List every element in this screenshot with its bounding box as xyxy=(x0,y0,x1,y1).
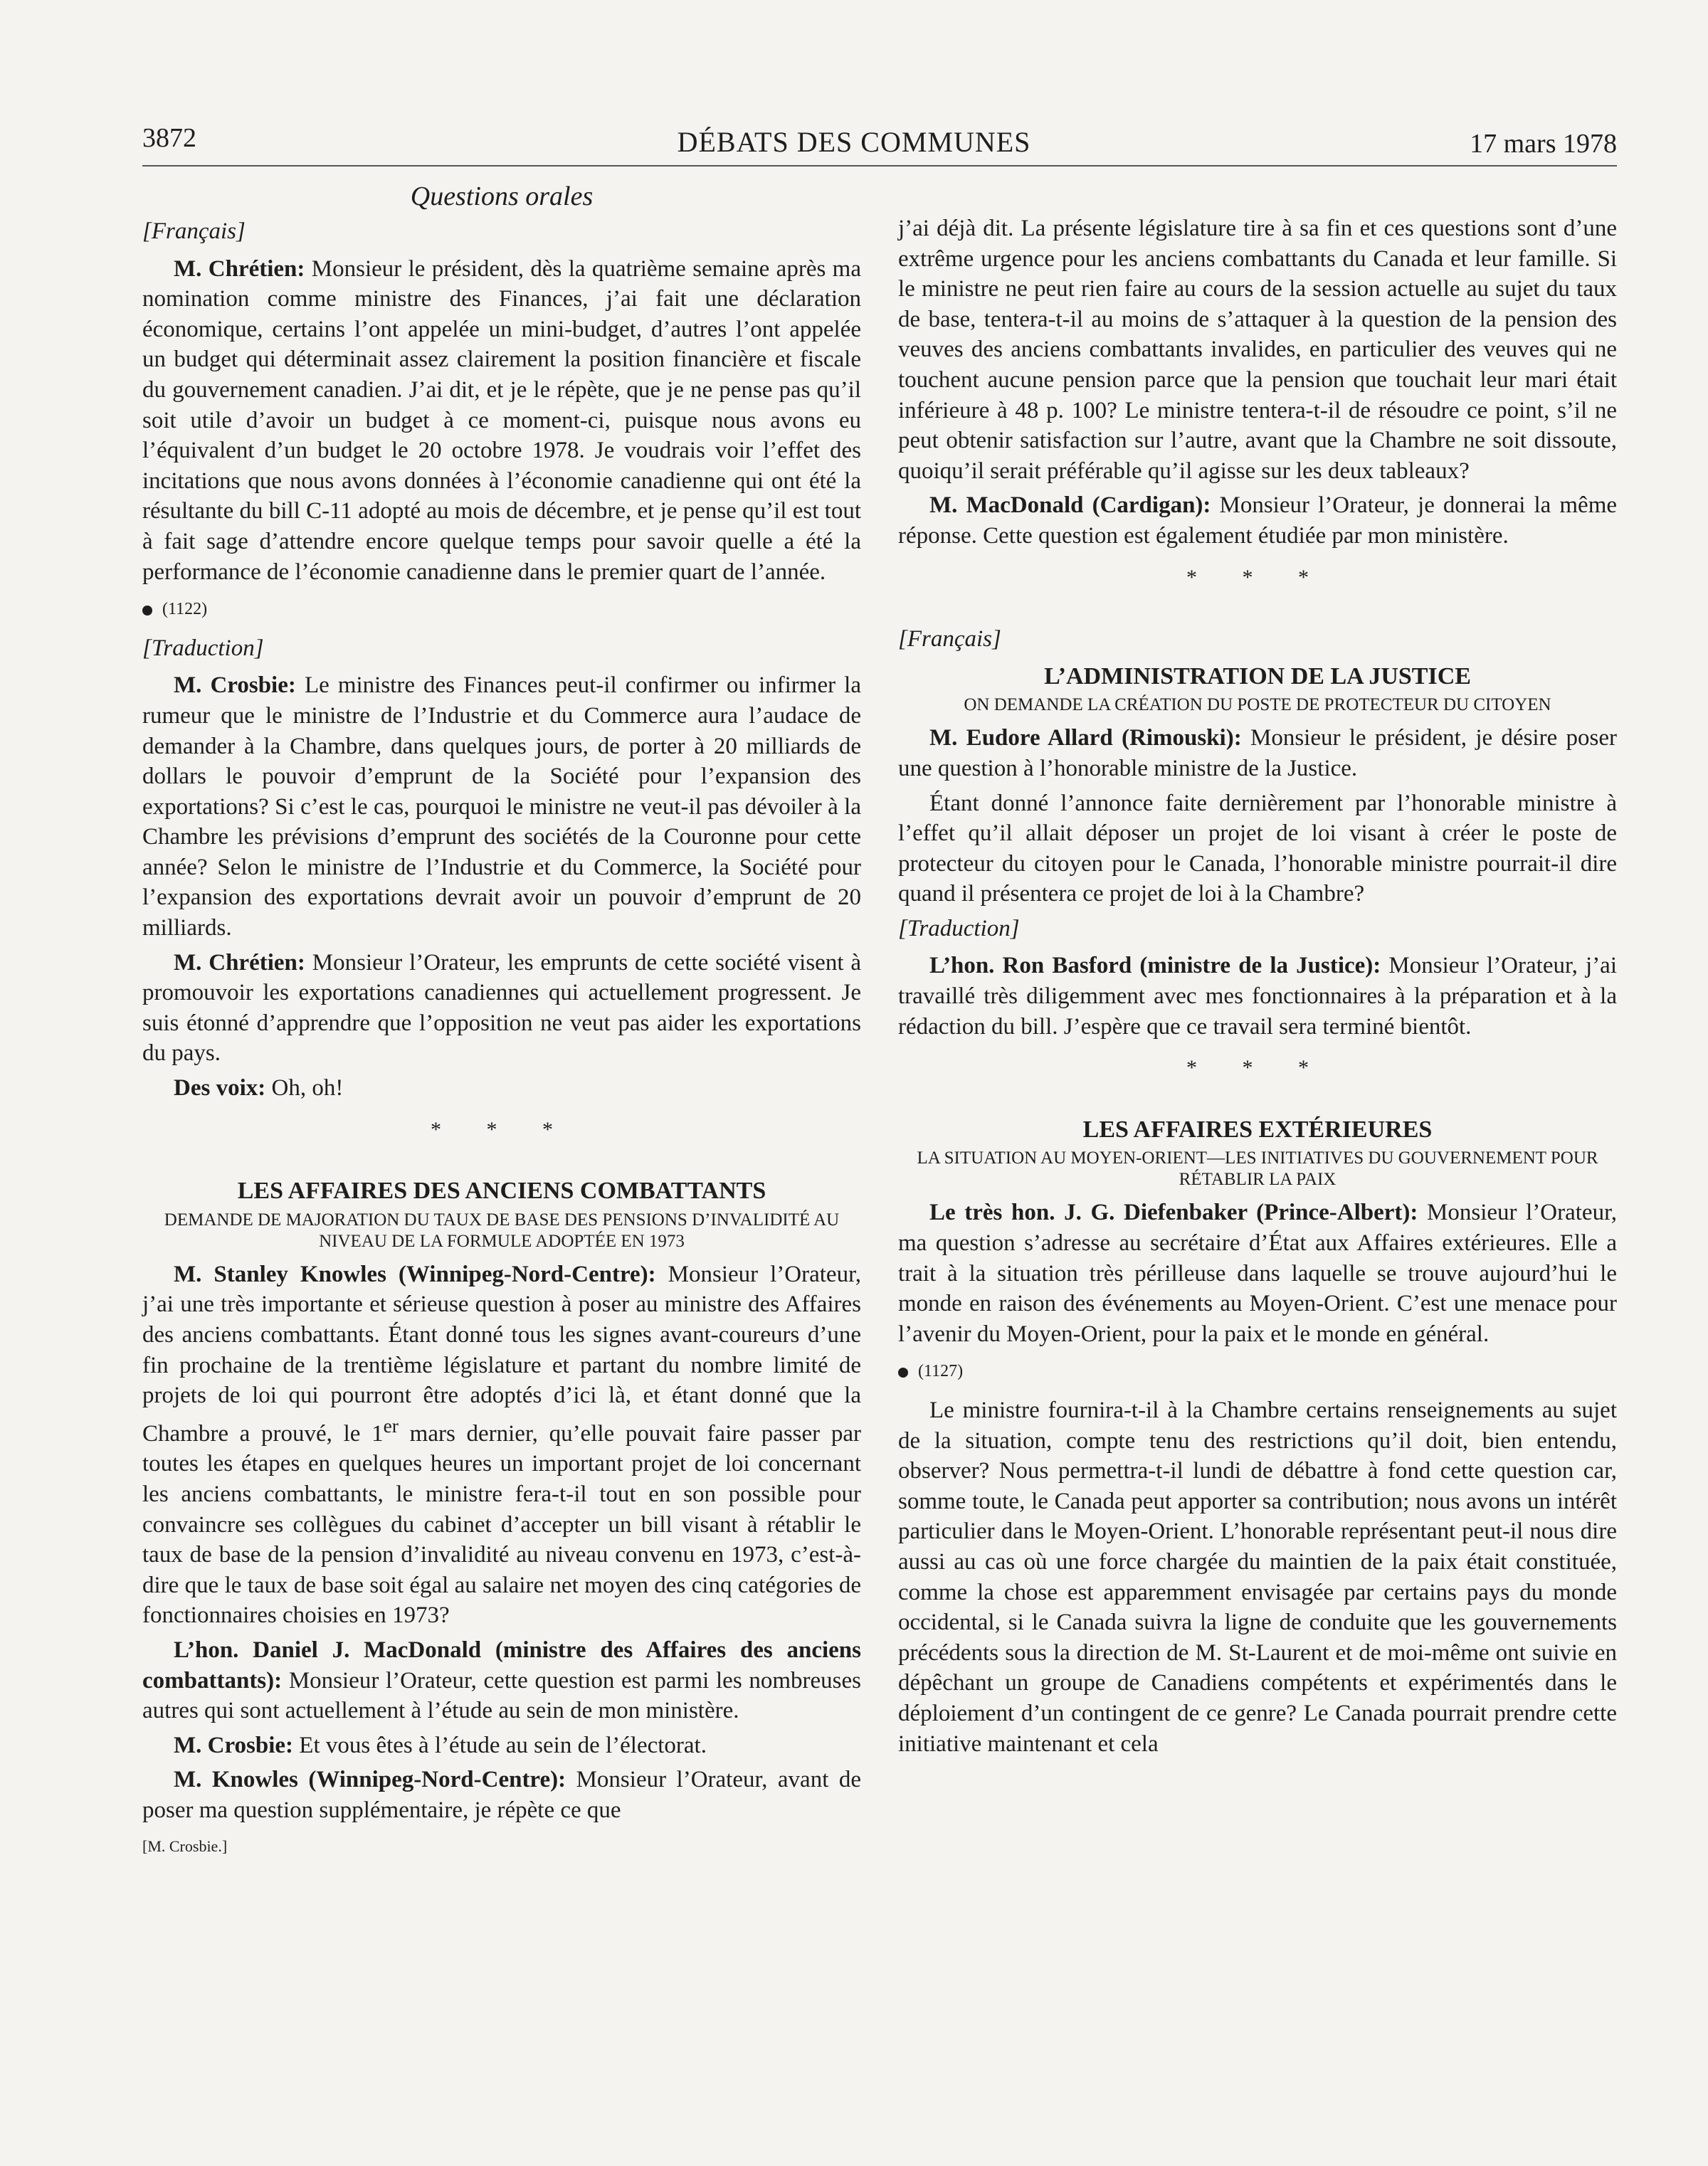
time-marker-text: (1122) xyxy=(162,600,208,619)
speech-paragraph xyxy=(142,1731,861,1761)
section-separator: * * * xyxy=(1186,565,1329,589)
left-column xyxy=(142,213,861,1861)
speaker-name: M. Crosbie: xyxy=(174,672,296,699)
speaker-name: M. MacDonald (Cardigan): xyxy=(929,492,1211,519)
speech-text: Le ministre fournira-t-il à la Chambre certains renseignements au sujet de la situation, compte tenu des restrictions qu’il doit, bien entendu, observer? Nous permettra-t-il lundi de débattre à fond cette question car, somme toute, le Canada peut apporter sa contribution; nous avons un intérêt particulier dans le Moyen-Orient. L’honorable représentant peut-il nous dire aussi au cas où une force chargée du maintien de la paix était constituée, comme la chose est apparemment envisagée par certains pays du monde occidental, si le Canada suivra la ligne de conduite que les gouvernements précédents sous la direction de M. St-Laurent et de moi-même ont suivie en dépêchant un groupe de Canadiens compétents et expérimentés dans le déploiement d’un contingent de ce genre? Le Canada pourrait prendre cette initiative maintenant et cela xyxy=(898,1398,1617,1757)
speech-paragraph xyxy=(142,1259,861,1631)
bullet-icon xyxy=(898,1368,908,1378)
section-heading: LES AFFAIRES DES ANCIENS COMBATTANTS xyxy=(237,1178,766,1205)
speech-text: Le ministre des Finances peut-il confirmer ou infirmer la rumeur que le ministre de l’Industrie et du Commerce aura l’audace de demander à la Chambre, dans quelques jours, de porter à 20 milliards de dollars le pouvoir d’emprunt de la Société pour l’expansion des exportations? Si c’est le cas, pourquoi le ministre ne veut-il pas dévoiler à la Chambre les prévisions d’emprunt des sociétés de la Couronne pour cette année? Selon le ministre de l’Industrie et du Commerce, la Société pour l’expansion des exportations devrait avoir un pouvoir d’emprunt de 20 milliards. xyxy=(142,672,861,941)
speaker-name: M. Stanley Knowles (Winnipeg-Nord-Centre): xyxy=(174,1261,656,1287)
speech-text: Oh, oh! xyxy=(265,1075,344,1102)
speech-paragraph xyxy=(898,788,1617,909)
header-rule xyxy=(142,165,1617,167)
speech-paragraph xyxy=(142,1765,861,1825)
speech-text: mars dernier, qu’elle pouvait faire passer par toutes les étapes en quelques heures un important projet de loi concernant les anciens combattants, le ministre fera-t-il tout en son possible pour convaincre ses collègues du cabinet d’accepter un bill visant à rétablir le taux de base de la pension d’invalidité au niveau convenu en 1973, c’est-à-dire que le taux de base soit égal au salaire net moyen des cinq catégories de fonctionnaires choisies en 1973? xyxy=(142,1420,861,1629)
speech-paragraph xyxy=(142,1073,861,1104)
section-separator: * * * xyxy=(1186,1056,1329,1080)
speech-paragraph xyxy=(142,1635,861,1726)
section-heading: L’ADMINISTRATION DE LA JUSTICE xyxy=(1044,662,1471,690)
speech-text: Monsieur l’Orateur, je donnerai la même réponse. Cette question est également étudiée par mon ministère. xyxy=(898,492,1618,549)
speech-text: Monsieur l’Orateur, ma question s’adresse au secrétaire d’État aux Affaires extérieures. Elle a trait à la situation très périlleuse dans laquelle se trouve aujourd’hui le monde en raison des événements au Moyen-Orient. C’est une menace pour l’avenir du Moyen-Orient, pour la paix et le monde en général. xyxy=(898,1200,1617,1347)
speech-text: Monsieur l’Orateur, avant de poser ma question supplémentaire, je répète ce que xyxy=(142,1767,861,1823)
speaker-name: M. Chrétien: xyxy=(174,255,305,282)
bullet-icon xyxy=(142,606,152,616)
time-marker xyxy=(142,594,861,625)
speech-text: j’ai déjà dit. La présente législature tire à sa fin et ces questions sont d’une extrême urgence pour les anciens combattants du Canada et leur famille. Si le ministre ne peut rien faire au cours de la session actuelle au sujet du taux de base, tentera-t-il au moins de s’attaquer à la question de la pension des veuves des anciens combattants invalides, en particulier des veuves qui ne touchent aucune pension parce que la pension que touchait leur mari était inférieure à 48 p. 100? Le ministre tentera-t-il de résoudre ce point, s’il ne peut obtenir satisfaction sur l’autre, avant que la Chambre ne soit dissoute, quoiqu’il serait préférable qu’il agisse sur les deux tableaux? xyxy=(898,216,1617,484)
speech-paragraph xyxy=(898,490,1617,551)
speech-paragraph xyxy=(898,723,1617,783)
section-separator: * * * xyxy=(431,1117,573,1141)
speech-text: Monsieur l’Orateur, les emprunts de cette société visent à promouvoir les exportations canadiennes qui actuellement progressent. Je suis étonné d’apprendre que l’opposition ne veut pas aider les exportations du pays. xyxy=(142,949,861,1067)
language-tag: [Traduction] xyxy=(898,915,1020,941)
section-subheading: DEMANDE DE MAJORATION DU TAUX DE BASE DES PENSIONS D’INVALIDITÉ AU NIVEAU DE LA FORMULE ADOPTÉE EN 1973 xyxy=(164,1210,840,1251)
publication-date: 17 mars 1978 xyxy=(1470,129,1617,159)
speech-paragraph xyxy=(898,1395,1617,1759)
speaker-name: L’hon. Daniel J. MacDonald (ministre des Affaires des anciens combattants): xyxy=(142,1637,861,1694)
speaker-name: Le très hon. J. G. Diefenbaker (Prince-Albert): xyxy=(929,1200,1418,1226)
page-number: 3872 xyxy=(142,123,196,153)
right-column xyxy=(898,213,1617,1763)
speech-text: Monsieur le président, je désire poser une question à l’honorable ministre de la Justice. xyxy=(898,725,1617,781)
speech-paragraph xyxy=(898,951,1617,1042)
time-marker xyxy=(898,1356,1617,1387)
section-heading: LES AFFAIRES EXTÉRIEURES xyxy=(1082,1116,1433,1143)
speech-text: Monsieur l’Orateur, cette question est parmi les nombreuses autres qui sont actuellement à l’étude au sein de mon ministère. xyxy=(142,1667,861,1724)
speech-text: Monsieur l’Orateur, j’ai travaillé très diligemment avec mes fonctionnaires à la préparation et à la rédaction du bill. J’espère que ce travail sera terminé bientôt. xyxy=(898,953,1617,1040)
time-marker-text: (1127) xyxy=(918,1362,964,1381)
speaker-name: L’hon. Ron Basford (ministre de la Justice): xyxy=(929,953,1381,979)
speaker-name: Des voix: xyxy=(174,1075,266,1102)
section-subheading: ON DEMANDE LA CRÉATION DU POSTE DE PROTECTEUR DU CITOYEN xyxy=(964,695,1551,715)
speaker-name: M. Knowles (Winnipeg-Nord-Centre): xyxy=(174,1767,566,1793)
speech-text: Monsieur le président, dès la quatrième semaine après ma nomination comme ministre des Finances, j’ai fait une déclaration économique, certains l’ont appelée un mini-budget, d’autres l’ont appelée un budget qui déterminait assez clairement la position financière et fiscale du gouvernement canadien. J’ai dit, et je le répète, que je ne pense pas qu’il soit utile d’avoir un budget à ce moment-ci, puisque nous avons eu l’équivalent d’un budget le 20 octobre 1978. Je voudrais voir l’effet des incitations que nous avons données à l’économie canadienne qui ont été la résultante du bill C-11 adopté au mois de décembre, et je pense qu’il est tout à fait sage d’attendre encore quelque temps pour savoir quelle a été la performance de l’économie canadienne dans le premier quart de l’année. xyxy=(142,255,861,585)
speaker-name: M. Eudore Allard (Rimouski): xyxy=(929,725,1242,751)
speaker-name: M. Crosbie: xyxy=(174,1732,294,1758)
speaker-name: M. Chrétien: xyxy=(174,949,305,976)
speech-paragraph xyxy=(898,213,1617,486)
speech-text: Monsieur l’Orateur, j’ai une très importante et sérieuse question à poser au ministre des Affaires des anciens combattants. Étant donné tous les signes avant-coureurs d’une fin prochaine de la trentième législature et partant du nombre limité de projets de loi qui pourront être adoptés d’ici là, et étant donné que la Chambre a prouvé, le 1 xyxy=(142,1261,861,1447)
section-title: Questions orales xyxy=(410,181,594,211)
section-subheading: LA SITUATION AU MOYEN-ORIENT—LES INITIATIVES DU GOUVERNEMENT POUR RÉTABLIR LA PAIX xyxy=(917,1148,1598,1190)
speech-paragraph xyxy=(142,254,861,588)
speech-paragraph xyxy=(898,1198,1617,1349)
publication-title: DÉBATS DES COMMUNES xyxy=(677,126,1031,158)
speech-text: Et vous êtes à l’étude au sein de l’électorat. xyxy=(293,1732,707,1758)
speech-text: Étant donné l’annonce faite dernièrement par l’honorable ministre à l’effet qu’il allait déposer un projet de loi visant à créer le poste de protecteur du citoyen pour le Canada, l’honorable ministre pourrait-il dire quand il présentera ce projet de loi à la Chambre? xyxy=(898,790,1617,907)
speech-paragraph xyxy=(142,948,861,1069)
footnote: [M. Crosbie.] xyxy=(142,1837,228,1855)
language-tag: [Français] xyxy=(142,218,246,244)
language-tag: [Français] xyxy=(898,626,1001,653)
speech-paragraph xyxy=(142,670,861,943)
language-tag: [Traduction] xyxy=(142,635,264,661)
superscript: er xyxy=(383,1414,399,1437)
